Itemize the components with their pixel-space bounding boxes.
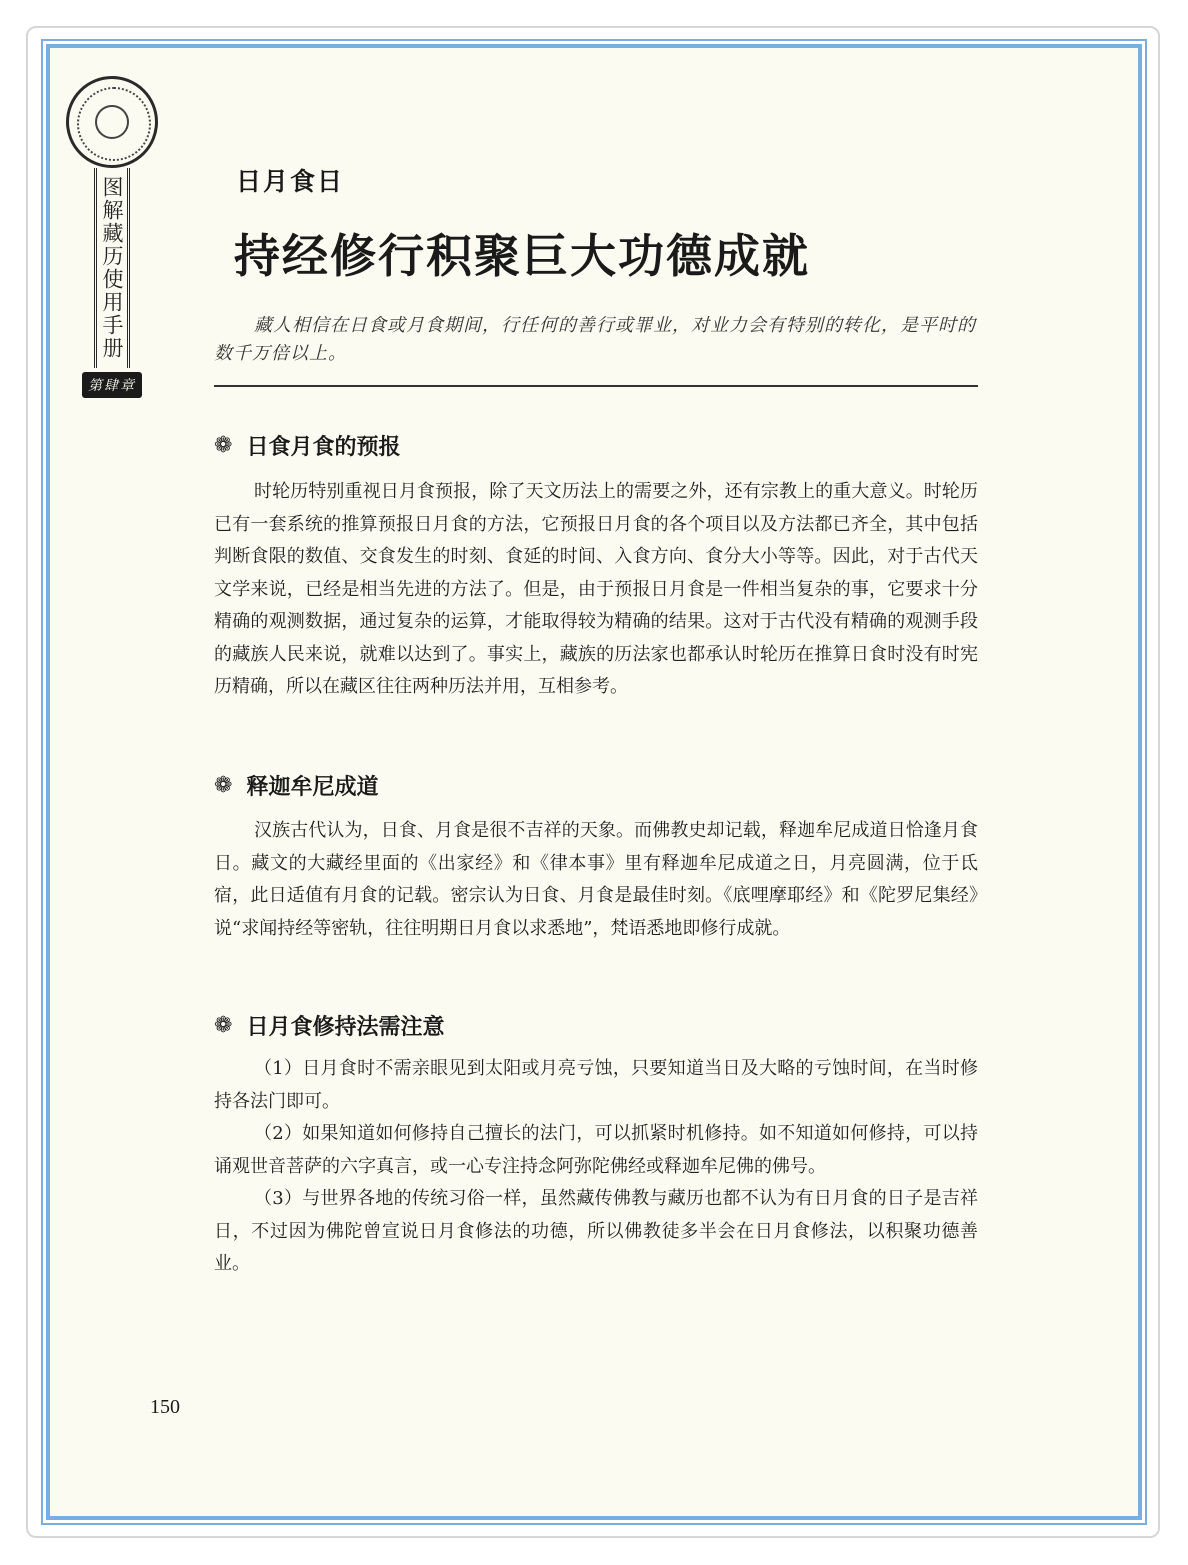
section-kicker: 日月食日: [236, 167, 345, 196]
paragraph: 汉族古代认为，日食、月食是很不吉祥的天象。而佛教史却记载，释迦牟尼成道日恰逢月食日。藏文的大藏经里面的《出家经》和《律本事》里有释迦牟尼成道之日，月亮圆满，位于氐宿，此日适值有月食的记载。密宗认为日食、月食是最佳时刻。《底哩摩耶经》和《陀罗尼集经》说“求闻持经等密轨，往往明期日月食以求悉地”，梵语悉地即修行成就。: [214, 820, 978, 939]
intro-paragraph: 藏人相信在日食或月食期间，行任何的善行或罪业，对业力会有特别的转化，是平时的数千万倍以上。: [214, 315, 976, 364]
book-title-spine: [94, 168, 130, 368]
section-body-2: [214, 815, 978, 945]
section-heading-3: [214, 1010, 444, 1041]
section-heading-text: 日月食修持法需注意: [246, 1015, 445, 1040]
paragraph: （3）与世界各地的传统习俗一样，虽然藏传佛教与藏历也都不认为有日月食的日子是吉祥日，不过因为佛陀曾宣说日月食修法的功德，所以佛教徒多半会在日月食修法，以积聚功德善业。: [214, 1188, 978, 1274]
page-title: 持经修行积聚巨大功德成就: [234, 229, 810, 283]
dharma-wheel-icon: ❁: [214, 1013, 233, 1038]
page-number: 150: [150, 1396, 180, 1418]
section-body-1: [214, 476, 978, 704]
book-title: 图解藏历使用手册: [100, 176, 124, 360]
section-heading-text: 日食月食的预报: [246, 435, 401, 460]
section-heading-text: 释迦牟尼成道: [246, 775, 379, 800]
section-heading-1: [214, 430, 400, 461]
paragraph: 时轮历特别重视日月食预报，除了天文历法上的需要之外，还有宗教上的重大意义。时轮历已有一套系统的推算预报日月食的方法，它预报日月食的各个项目以及方法都已齐全，其中包括判断食限的数值、交食发生的时刻、食延的时间、入食方向、食分大小等等。因此，对于古代天文学来说，已经是相当先进的方法了。但是，由于预报日月食是一件相当复杂的事，它要求十分精确的观测数据，通过复杂的运算，才能取得较为精确的结果。这对于古代没有精确的观测手段的藏族人民来说，就难以达到了。事实上，藏族的历法家也都承认时轮历在推算日食时没有时宪历精确，所以在藏区往往两种历法并用，互相参考。: [214, 481, 978, 697]
paragraph: （2）如果知道如何修持自己擅长的法门，可以抓紧时机修持。如不知道如何修持，可以持诵观世音菩萨的六字真言，或一心专注持念阿弥陀佛经或释迦牟尼佛的佛号。: [214, 1123, 978, 1177]
section-body-3: [214, 1053, 978, 1281]
section-heading-2: [214, 770, 378, 801]
seal-icon: [66, 76, 158, 168]
dharma-wheel-icon: ❁: [214, 433, 233, 458]
dharma-wheel-icon: ❁: [214, 773, 233, 798]
chapter-label: 第肆章: [82, 372, 142, 398]
paragraph: （1）日月食时不需亲眼见到太阳或月亮亏蚀，只要知道当日及大略的亏蚀时间，在当时修持各法门即可。: [214, 1058, 978, 1112]
divider: [214, 385, 978, 387]
